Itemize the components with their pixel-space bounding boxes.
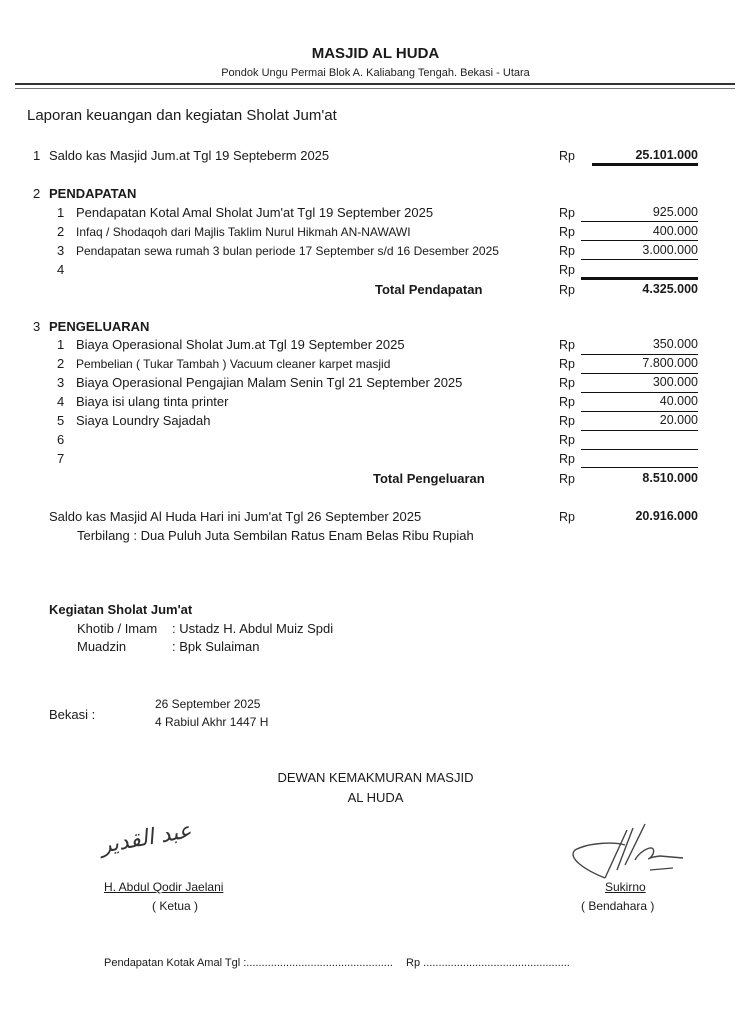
council-name: DEWAN KEMAKMURAN MASJID <box>277 770 474 785</box>
expense-item-number: 3 <box>57 375 65 390</box>
income-total-amount: 4.325.000 <box>642 282 698 296</box>
closing-balance-in-words: Terbilang : Dua Puluh Juta Sembilan Ratus Enam Belas Ribu Rupiah <box>77 528 474 543</box>
footer-label: Pendapatan Kotak Amal Tgl : <box>104 957 247 969</box>
currency-label: Rp <box>559 149 575 163</box>
chairman-role: ( Ketua ) <box>152 899 199 913</box>
expense-item-number: 2 <box>57 356 65 371</box>
expense-item-currency: Rp <box>559 433 575 447</box>
expense-item-number: 7 <box>57 451 65 466</box>
place-label: Bekasi : <box>49 707 96 722</box>
expenses-section-number: 3 <box>33 319 41 334</box>
income-item-currency: Rp <box>559 225 575 239</box>
income-total-currency: Rp <box>559 283 575 297</box>
expense-item-amount: 7.800.000 <box>642 356 698 370</box>
council-name-line2: AL HUDA <box>347 790 404 805</box>
expense-item-label: Biaya Operasional Pengajian Malam Senin Tgl 21 September 2025 <box>76 375 463 390</box>
income-heading: PENDAPATAN <box>49 186 137 201</box>
report-title: Laporan keuangan dan kegiatan Sholat Jum'at <box>27 107 337 124</box>
expense-item-underline <box>581 373 698 374</box>
expense-item-underline <box>581 392 698 393</box>
activity-role-label: Khotib / Imam <box>77 621 158 636</box>
closing-balance-amount: 20.916.000 <box>635 509 698 523</box>
expense-item-currency: Rp <box>559 414 575 428</box>
closing-balance-label: Saldo kas Masjid Al Huda Hari ini Jum'at Tgl 26 September 2025 <box>49 509 422 524</box>
opening-balance-number: 1 <box>33 148 41 163</box>
income-total-rule <box>581 277 698 280</box>
expense-item-label: Pembelian ( Tukar Tambah ) Vacuum cleaner karpet masjid <box>76 357 391 371</box>
income-item-underline <box>581 221 698 222</box>
expense-item-label: Siaya Loundry Sajadah <box>76 413 211 428</box>
footer-currency: Rp <box>406 957 421 969</box>
expense-item-underline <box>581 354 698 355</box>
expense-item-label: Biaya Operasional Sholat Jum.at Tgl 19 September 2025 <box>76 337 405 352</box>
footer-amount-field: ................................................ <box>423 957 570 969</box>
treasurer-name: Sukirno <box>605 880 646 894</box>
expenses-total-currency: Rp <box>559 472 575 486</box>
income-item-number: 4 <box>57 262 65 277</box>
income-item-amount: 925.000 <box>652 205 698 219</box>
expense-item-amount: 40.000 <box>659 394 698 408</box>
mosque-address: Pondok Ungu Permai Blok A. Kaliabang Tengah. Bekasi - Utara <box>221 67 530 79</box>
opening-balance-amount: 25.101.000 <box>635 148 698 162</box>
expense-item-amount: 20.000 <box>659 413 698 427</box>
expense-total-rule <box>581 467 698 468</box>
expense-item-number: 4 <box>57 394 65 409</box>
expense-item-number: 5 <box>57 413 65 428</box>
expense-item-amount: 300.000 <box>652 375 698 389</box>
income-item-label: Infaq / Shodaqoh dari Majlis Taklim Nurul Hikmah AN-NAWAWI <box>76 225 411 239</box>
header-divider <box>15 83 735 89</box>
expenses-total-amount: 8.510.000 <box>642 471 698 485</box>
date-hijri: 4 Rabiul Akhr 1447 H <box>155 715 269 729</box>
expenses-total-label: Total Pengeluaran <box>373 471 485 486</box>
chairman-name: H. Abdul Qodir Jaelani <box>104 880 224 894</box>
activity-role-value: : Ustadz H. Abdul Muiz Spdi <box>172 621 334 636</box>
income-item-label: Pendapatan Kotal Amal Sholat Jum'at Tgl 19 September 2025 <box>76 205 434 220</box>
income-item-number: 1 <box>57 205 65 220</box>
opening-balance-underline <box>592 163 698 166</box>
activity-role-value: : Bpk Sulaiman <box>172 639 260 654</box>
expense-item-underline <box>581 411 698 412</box>
treasurer-role: ( Bendahara ) <box>581 899 655 913</box>
expense-item-currency: Rp <box>559 452 575 466</box>
income-item-currency: Rp <box>559 244 575 258</box>
expense-item-underline <box>581 430 698 431</box>
expense-item-currency: Rp <box>559 376 575 390</box>
expense-item-amount: 350.000 <box>652 337 698 351</box>
income-item-label: Pendapatan sewa rumah 3 bulan periode 17 September s/d 16 Desember 2025 <box>76 244 499 258</box>
expense-item-currency: Rp <box>559 357 575 371</box>
opening-balance-label: Saldo kas Masjid Jum.at Tgl 19 Septeberm 2025 <box>49 148 330 163</box>
activity-heading: Kegiatan Sholat Jum'at <box>49 602 193 617</box>
date-gregorian: 26 September 2025 <box>155 697 261 711</box>
income-item-number: 3 <box>57 243 65 258</box>
income-item-underline <box>581 240 698 241</box>
closing-balance-currency: Rp <box>559 510 575 524</box>
income-item-currency: Rp <box>559 263 575 277</box>
activity-role-label: Muadzin <box>77 639 127 654</box>
income-item-amount: 400.000 <box>652 224 698 238</box>
footer-date-field: ................................................ <box>246 957 393 969</box>
income-item-currency: Rp <box>559 206 575 220</box>
income-item-amount: 3.000.000 <box>642 243 698 257</box>
expense-item-number: 1 <box>57 337 65 352</box>
income-item-number: 2 <box>57 224 65 239</box>
expenses-heading: PENGELUARAN <box>49 319 150 334</box>
expense-item-label: Biaya isi ulang tinta printer <box>76 394 229 409</box>
expense-item-currency: Rp <box>559 395 575 409</box>
mosque-name: MASJID AL HUDA <box>311 45 440 62</box>
expense-item-number: 6 <box>57 432 65 447</box>
footer-form-line <box>104 957 570 969</box>
income-total-label: Total Pendapatan <box>375 282 483 297</box>
chairman-signature: عبد القدير <box>98 818 194 859</box>
income-section-number: 2 <box>33 186 41 201</box>
expense-item-underline <box>581 449 698 450</box>
income-item-underline <box>581 259 698 260</box>
expense-item-currency: Rp <box>559 338 575 352</box>
